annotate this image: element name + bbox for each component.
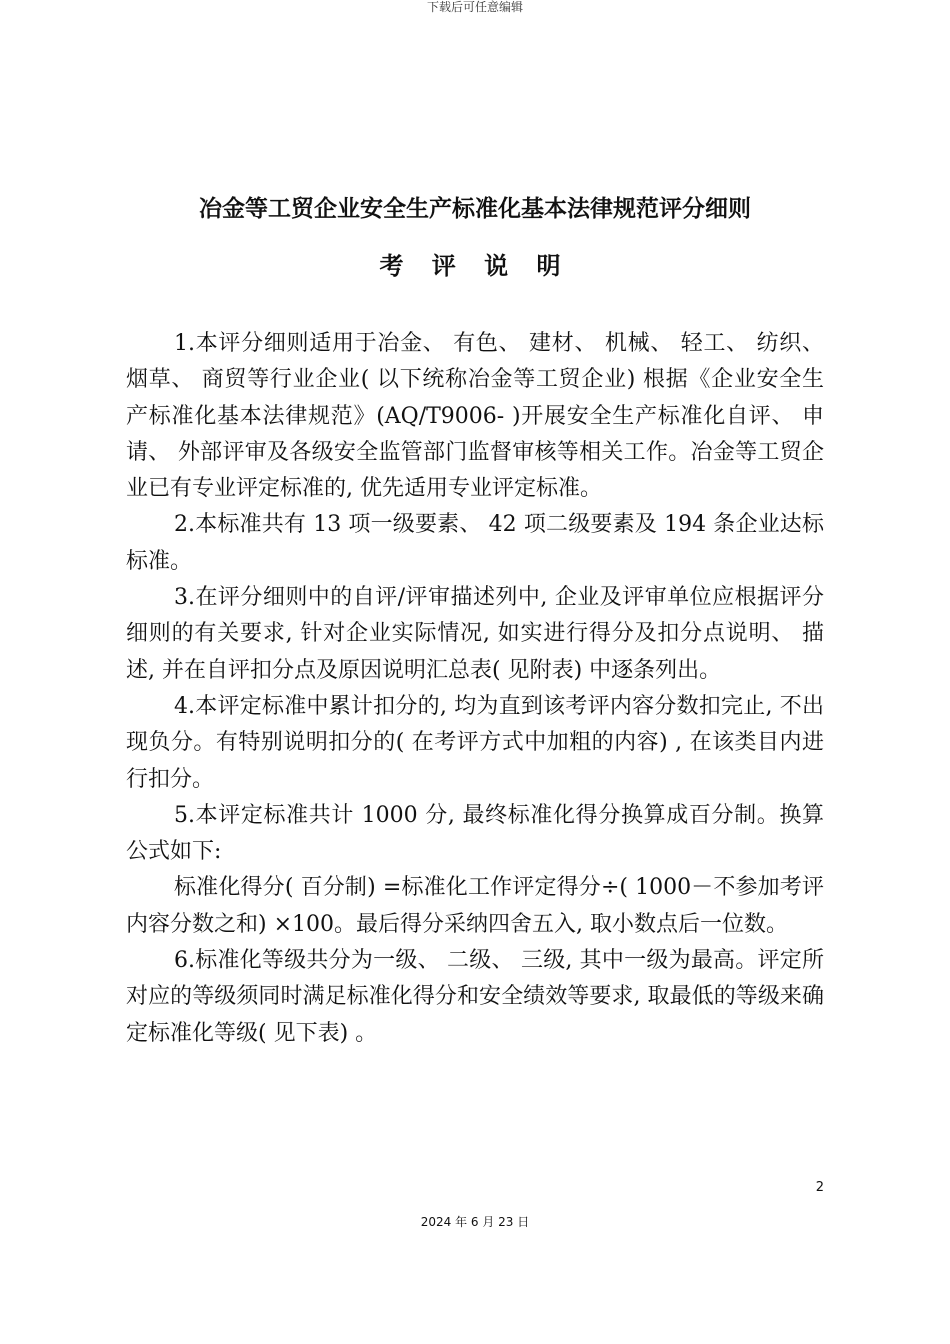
- header-note: 下载后可任意编辑: [426, 0, 523, 14]
- paragraph: 标准化得分( 百分制) =标准化工作评定得分÷( 1000－不参加考评内容分数之和) ×100。最后得分采纳四舍五入, 取小数点后一位数。: [126, 875, 824, 937]
- footer-date: 2024 年 6 月 23 日: [420, 1215, 530, 1229]
- paragraph: 1.本评分细则适用于冶金、 有色、 建材、 机械、 轻工、 纺织、 烟草、 商贸等行业企业( 以下统称冶金等工贸企业) 根据《企业安全生产标准化基本法律规范》(AQ/T9006- )开展安全生产标准化自评、 申请、 外部评审及各级安全监管部门监督审核等相关工作。冶金等工贸企业已有专业评定标准的, 优先适用专业评定标准。: [126, 331, 824, 502]
- paragraph: 2.本标准共有 13 项一级要素、 42 项二级要素及 194 条企业达标标准。: [126, 512, 824, 574]
- document-subtitle: 考 评 说 明: [379, 252, 571, 280]
- page-number: 2: [815, 1180, 824, 1195]
- paragraph: 5.本评定标准共计 1000 分, 最终标准化得分换算成百分制。换算公式如下:: [126, 802, 824, 865]
- document-title: 冶金等工贸企业安全生产标准化基本法律规范评分细则: [199, 196, 751, 222]
- paragraph: 6.标准化等级共分为一级、 二级、 三级, 其中一级为最高。评定所对应的等级须同时满足标准化得分和安全绩效等要求, 取最低的等级来确定标准化等级( 见下表) 。: [126, 948, 824, 1046]
- paragraph: 3.在评分细则中的自评/评审描述列中, 企业及评审单位应根据评分细则的有关要求, 针对企业实际情况, 如实进行得分及扣分点说明、 描述, 并在自评扣分点及原因说明汇总表( 见附表) 中逐条列出。: [126, 585, 824, 683]
- body-text: [126, 326, 824, 1052]
- paragraph: 4.本评定标准中累计扣分的, 均为直到该考评内容分数扣完止, 不出现负分。有特别说明扣分的( 在考评方式中加粗的内容) , 在该类目内进行扣分。: [126, 693, 824, 792]
